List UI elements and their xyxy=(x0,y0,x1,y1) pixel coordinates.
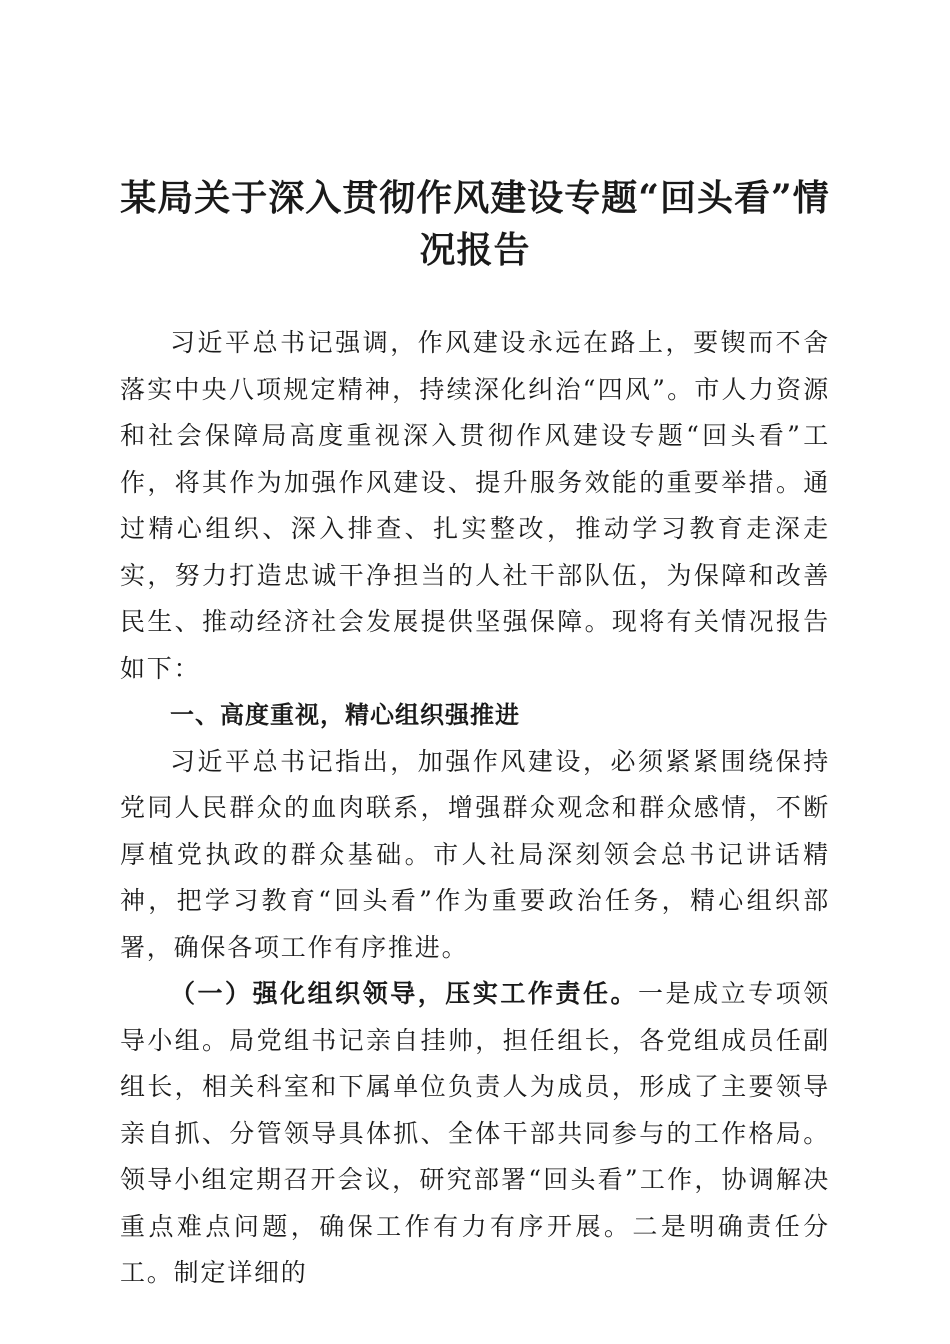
subsection-1-lead: （一）强化组织领导，压实工作责任。 xyxy=(170,979,639,1008)
subsection-1-paragraph xyxy=(120,971,830,1297)
document-title: 某局关于深入贯彻作风建设专题“回头看”情况报告 xyxy=(120,177,830,271)
document-body xyxy=(120,320,830,1297)
subsection-1-text: 一是成立专项领导小组。局党组书记亲自挂帅，担任组长，各党组成员任副组长，相关科室和下属单位负责人为成员，形成了主要领导亲自抓、分管领导具体抓、全体干部共同参与的工作格局。领导小组定期召开会议，研究部署“回头看”工作，协调解决重点难点问题，确保工作有力有序开展。二是明确责任分工。制定详细的 xyxy=(120,979,830,1287)
section-1-paragraph: 习近平总书记指出，加强作风建设，必须紧紧围绕保持党同人民群众的血肉联系，增强群众观念和群众感情，不断厚植党执政的群众基础。市人社局深刻领会总书记讲话精神，把学习教育“回头看”作为重要政治任务，精心组织部署，确保各项工作有序推进。 xyxy=(120,746,830,962)
section-1-heading: 一、高度重视，精心组织强推进 xyxy=(170,701,520,729)
intro-paragraph: 习近平总书记强调，作风建设永远在路上，要锲而不舍落实中央八项规定精神，持续深化纠治“四风”。市人力资源和社会保障局高度重视深入贯彻作风建设专题“回头看”工作，将其作为加强作风建设、提升服务效能的重要举措。通过精心组织、深入排查、扎实整改，推动学习教育走深走实，努力打造忠诚干净担当的人社干部队伍，为保障和改善民生、推动经济社会发展提供坚强保障。现将有关情况报告如下： xyxy=(120,328,830,683)
